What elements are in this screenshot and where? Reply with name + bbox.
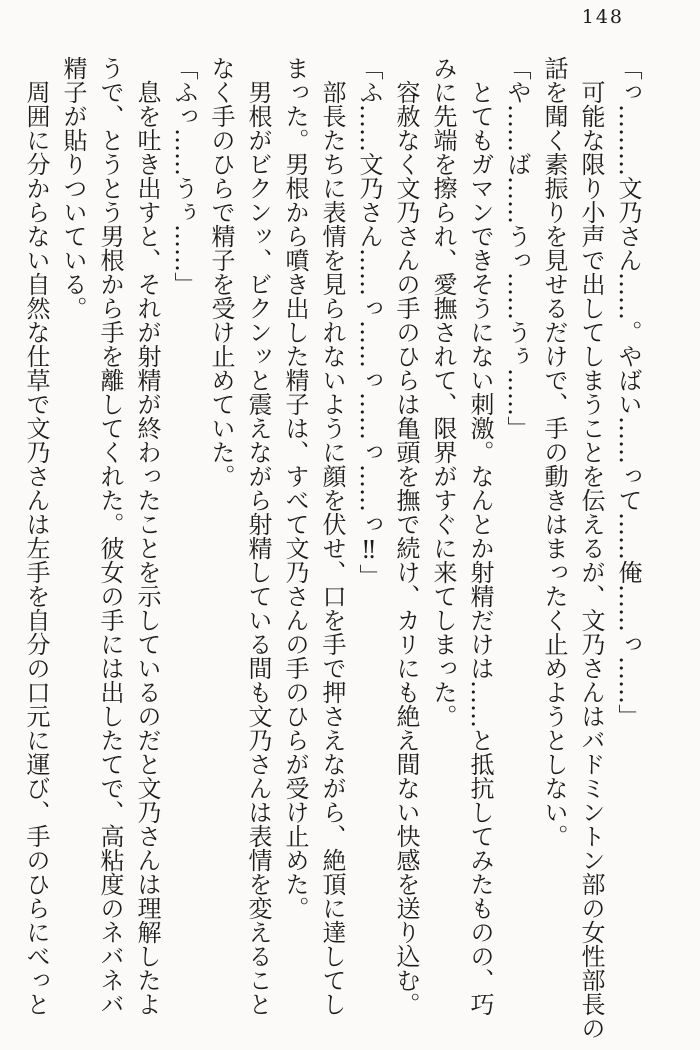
text-line: 男根がビクンッ、ビクンッと震えながら射精している間も文乃さんは表情を変えること — [244, 80, 272, 1016]
text-line: 話を聞く素振りを見せるだけで、手の動きはまったく止めようとしない。 — [540, 56, 568, 848]
text-line: 「ふっ……うぅ……」 — [170, 56, 198, 296]
text-line: 「ふ……文乃さん……っ……っ……っ……っ‼」 — [355, 56, 383, 588]
text-line: なく手のひらで精子を受け止めていた。 — [207, 56, 235, 488]
text-line: 容赦なく文乃さんの手のひらは亀頭を撫で続け、カリにも絶え間ない快感を送り込む。 — [392, 80, 420, 1016]
text-columns — [17, 56, 646, 1042]
text-line: まった。男根から噴き出した精子は、すべて文乃さんの手のひらが受け止めた。 — [281, 56, 309, 920]
text-line: 「や……ば……うっ……うぅ……」 — [503, 56, 531, 440]
text-line: 息を吐き出すと、それが射精が終わったことを示しているのだと文乃さんは理解したよ — [133, 80, 161, 1016]
text-line: 可能な限り小声で出してしまうことを伝えるが、文乃さんはバドミントン部の女性部長の — [577, 80, 605, 1040]
text-line: 部長たちに表情を見られないように顔を伏せ、口を手で押さえながら、絶頂に達してし — [318, 80, 346, 1016]
text-line: うで、とうとう男根から手を離してくれた。彼女の手には出したてで、高粘度のネバネバ — [96, 56, 124, 1016]
text-line: みに先端を擦られ、愛撫されて、限界がすぐに来てしまった。 — [429, 56, 457, 728]
text-line: 「っ………文乃さん……。やばい……って……俺……っ……」 — [614, 56, 642, 728]
text-line: とてもガマンできそうにない刺激。なんとか射精だけは……と抵抗してみたものの、巧 — [466, 80, 494, 1016]
text-line: 周囲に分からない自然な仕草で文乃さんは左手を自分の口元に運び、手のひらにべっと — [22, 80, 50, 1016]
page-number: 148 — [581, 6, 624, 28]
text-line: 精子が貼りついている。 — [59, 56, 87, 320]
